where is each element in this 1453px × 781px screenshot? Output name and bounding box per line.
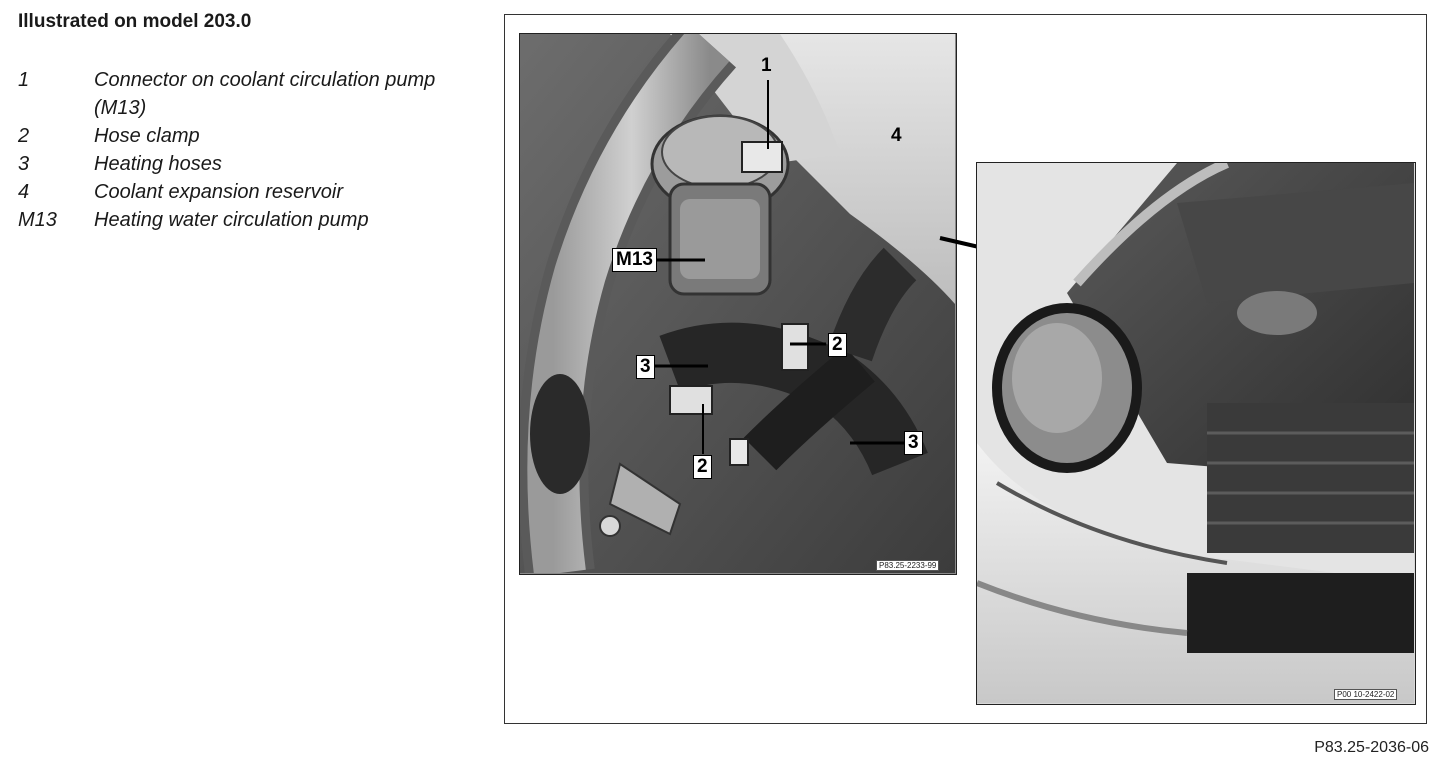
callout-heating-hose-left: 3: [636, 355, 655, 379]
legend-list: [18, 66, 448, 234]
callout-reservoir: 4: [891, 125, 902, 146]
legend-key: 1: [18, 69, 30, 91]
legend-key: M13: [18, 209, 57, 231]
legend-key: 4: [18, 181, 30, 203]
vehicle-front-drawing: [977, 163, 1414, 703]
legend-text: Heating water circulation pump: [94, 209, 369, 231]
legend-item: [18, 66, 448, 122]
legend-text: Coolant expansion reservoir: [94, 181, 344, 203]
pump-closeup-photo: [519, 33, 957, 575]
legend-item: [18, 150, 448, 178]
legend-item: [18, 178, 448, 206]
legend-key: 2: [18, 125, 30, 147]
callout-hose-clamp-lower: 2: [693, 455, 712, 479]
callout-hose-clamp-upper: 2: [828, 333, 847, 357]
figure-code: P83.25-2036-06: [1314, 739, 1429, 756]
legend-item: [18, 206, 448, 234]
legend-text: Connector on coolant circulation pump (M13): [94, 69, 436, 119]
legend-text: Hose clamp: [94, 125, 200, 147]
legend-key: 3: [18, 153, 30, 175]
callout-heating-hose-right: 3: [904, 431, 923, 455]
pump-closeup-drawing: [520, 34, 955, 573]
legend-text: Heating hoses: [94, 153, 222, 175]
vehicle-front-photo: [976, 162, 1416, 705]
main-photo-code: P83.25-2233-99: [876, 560, 939, 571]
callout-connector: 1: [761, 55, 772, 76]
callout-pump-m13: M13: [612, 248, 657, 272]
page-heading: Illustrated on model 203.0: [18, 11, 252, 32]
inset-photo-code: P00 10-2422-02: [1334, 689, 1397, 700]
legend-item: [18, 122, 448, 150]
